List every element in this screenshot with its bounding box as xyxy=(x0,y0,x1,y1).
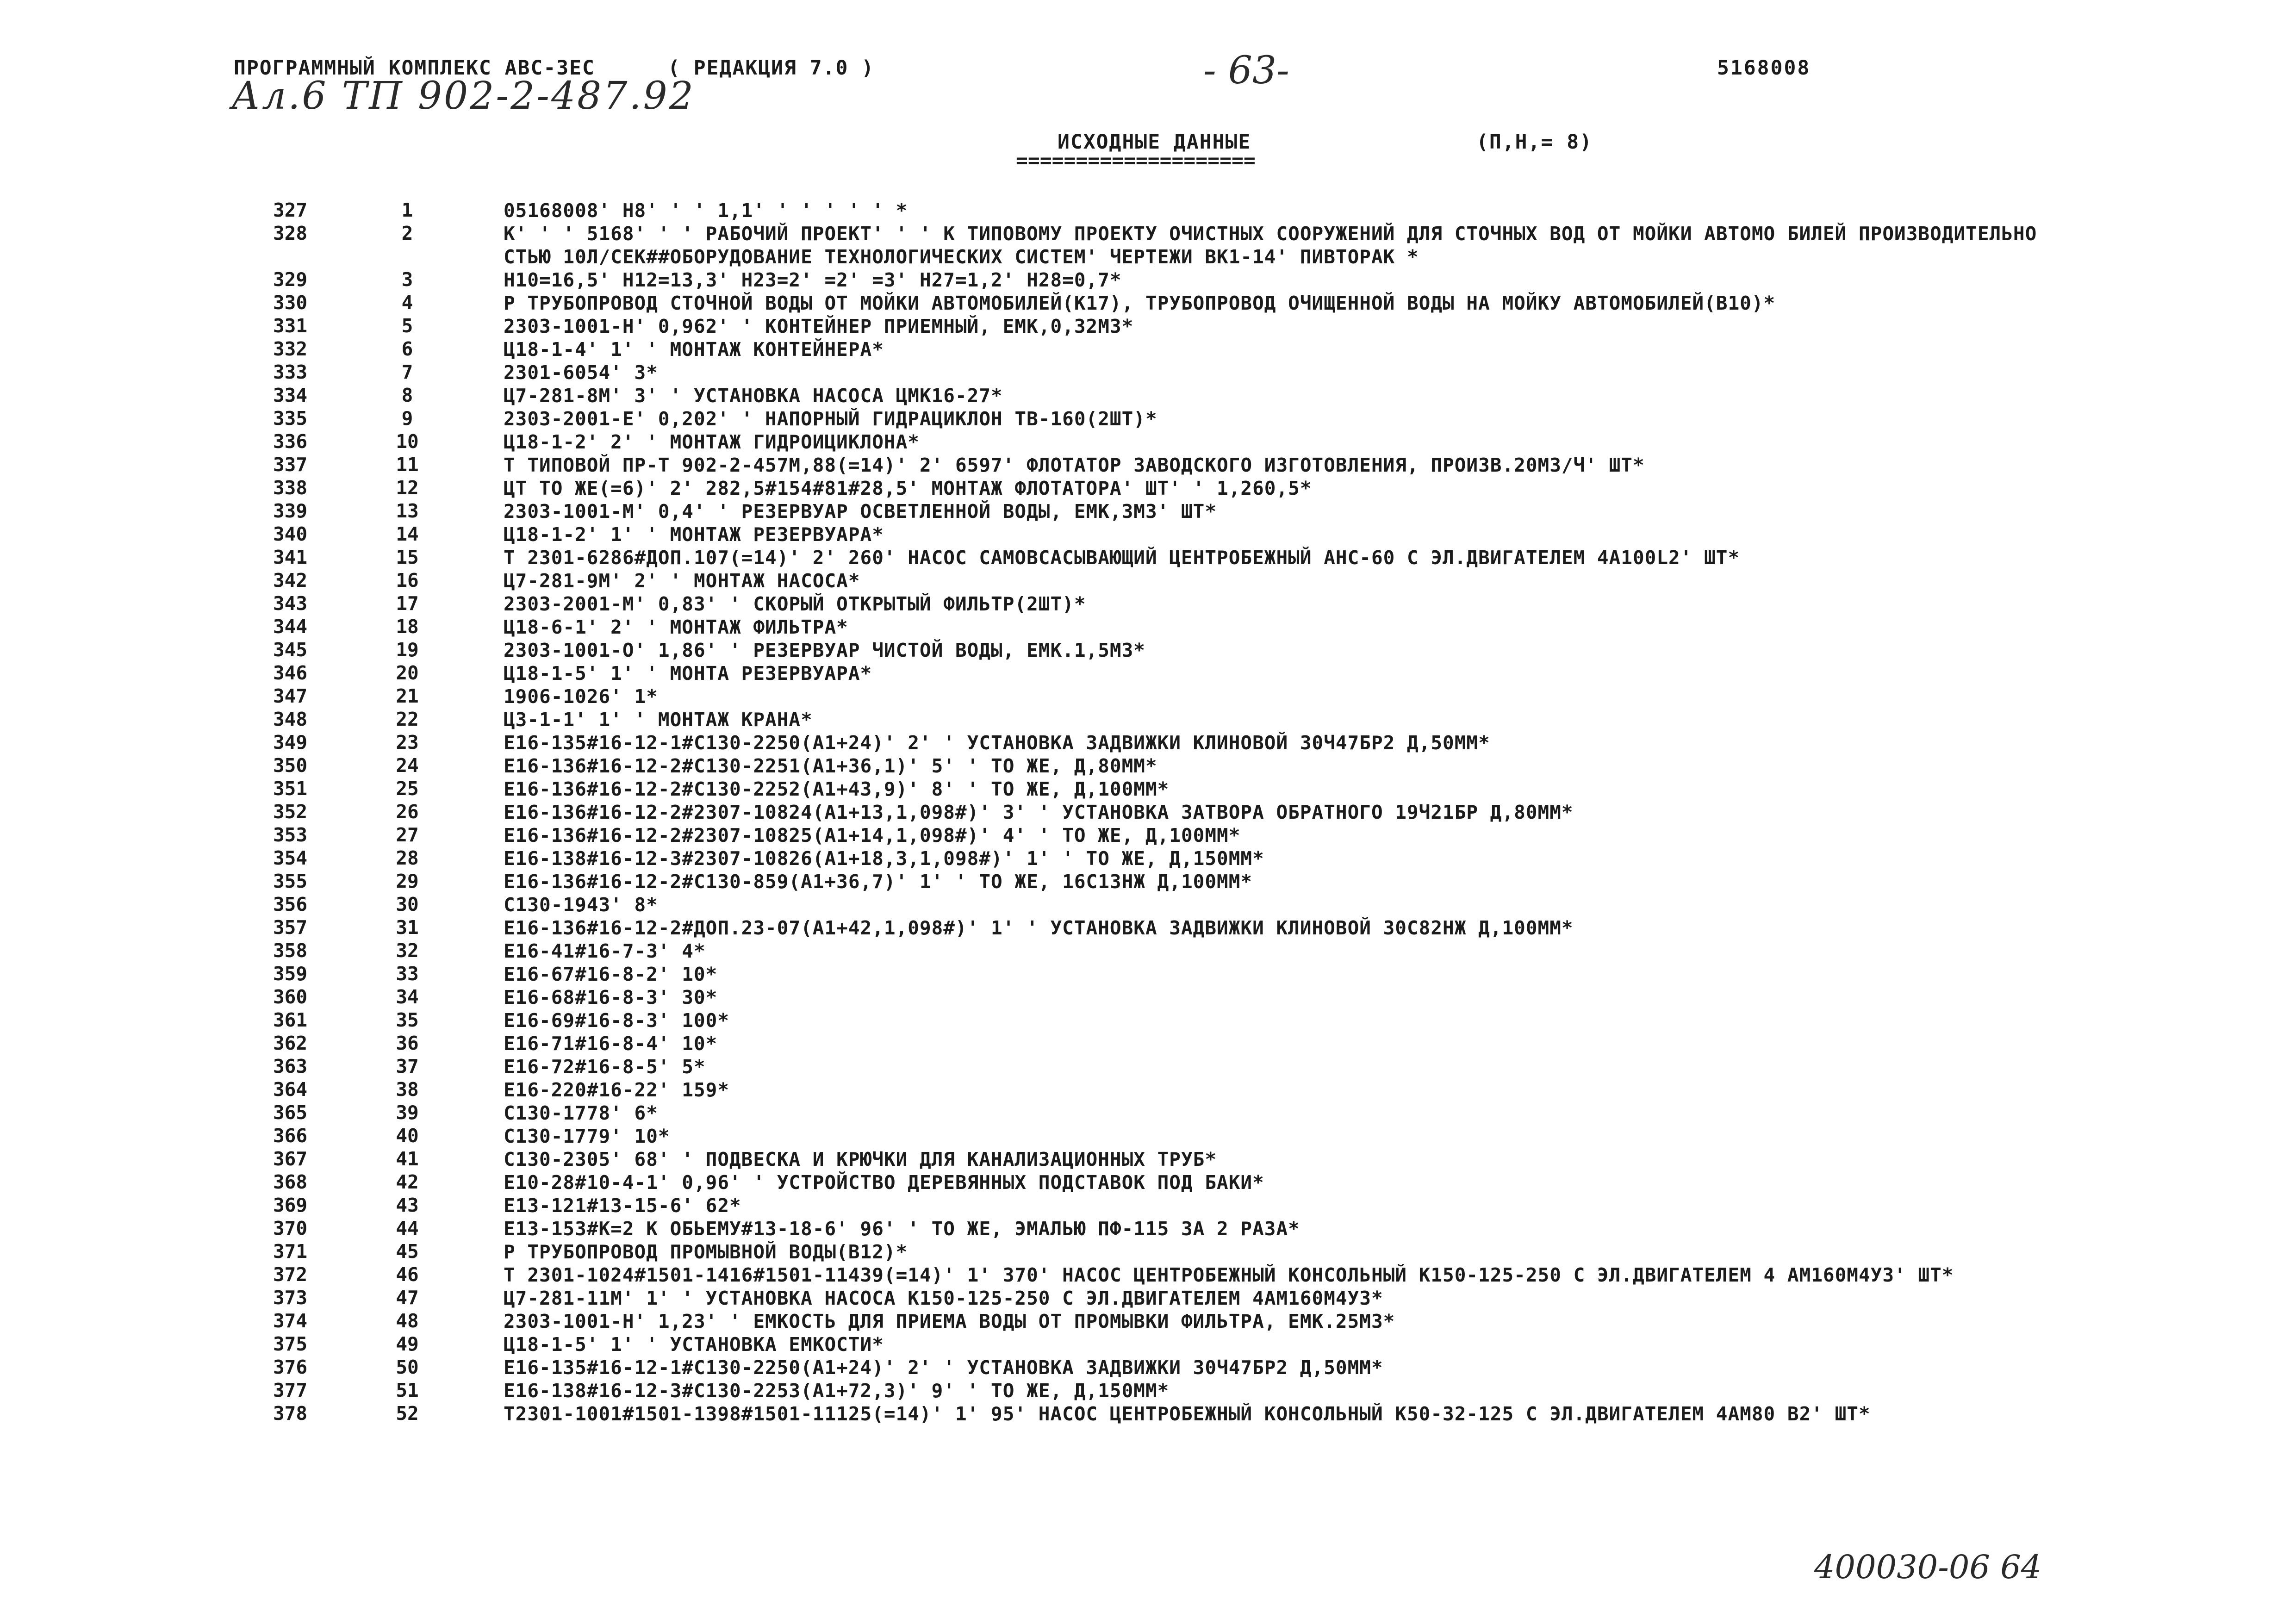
record-number: 13 xyxy=(396,500,419,522)
record-text: Р ТРУБОПРОВОД СТОЧНОЙ ВОДЫ ОТ МОЙКИ АВТОМОБИЛЕЙ(К17), ТРУБОПРОВОД ОЧИЩЕННОЙ ВОДЫ НА МОЙКУ АВТОМОБИЛЕЙ(В10)* xyxy=(504,292,1776,314)
record-text: Ц3-1-1' 1' ' МОНТАЖ КРАНА* xyxy=(504,709,813,731)
line-number: 339 xyxy=(273,500,308,522)
record-number: 22 xyxy=(396,708,419,730)
record-text: Е13-153#К=2 К ОБЬЕМУ#13-18-6' 96' ' ТО ЖЕ, ЭМАЛЬЮ ПФ-115 ЗА 2 РАЗА* xyxy=(504,1218,1300,1240)
list-item xyxy=(0,1356,2296,1379)
record-text: 2303-1001-Н' 1,23' ' ЕМКОСТЬ ДЛЯ ПРИЕМА ВОДЫ ОТ ПРОМЫВКИ ФИЛЬТРА, ЕМК.25М3* xyxy=(504,1310,1395,1332)
record-text: Ц7-281-11М' 1' ' УСТАНОВКА НАСОСА К150-125-250 С ЭЛ.ДВИГАТЕЛЕМ 4АМ160М4У3* xyxy=(504,1287,1383,1309)
list-item xyxy=(0,731,2296,754)
record-number: 40 xyxy=(396,1125,419,1147)
record-text: С130-1943' 8* xyxy=(504,894,658,916)
list-item xyxy=(0,430,2296,454)
list-item xyxy=(0,685,2296,708)
record-text: Т ТИПОВОЙ ПР-Т 902-2-457М,88(=14)' 2' 6597' ФЛОТАТОР ЗАВОДСКОГО ИЗГОТОВЛЕНИЯ, ПРОИЗВ.20М3/Ч' ШТ* xyxy=(504,454,1645,476)
line-number: 347 xyxy=(273,685,308,707)
section-title: ИСХОДНЫЕ ДАННЫЕ xyxy=(1058,131,1251,154)
record-number: 19 xyxy=(396,639,419,661)
line-number: 343 xyxy=(273,592,308,615)
line-number: 341 xyxy=(273,546,308,568)
record-text: Е16-69#16-8-3' 100* xyxy=(504,1009,729,1032)
line-number: 377 xyxy=(273,1379,308,1401)
line-number: 332 xyxy=(273,338,308,360)
list-item xyxy=(0,338,2296,361)
record-number: 45 xyxy=(396,1240,419,1263)
line-number: 327 xyxy=(273,199,308,221)
list-item xyxy=(0,662,2296,685)
list-item xyxy=(0,454,2296,477)
record-text: 2303-1001-М' 0,4' ' РЕЗЕРВУАР ОСВЕТЛЕННОЙ ВОДЫ, ЕМК,3М3' ШТ* xyxy=(504,500,1217,523)
list-item xyxy=(0,1171,2296,1194)
line-number: 353 xyxy=(273,824,308,846)
record-number: 50 xyxy=(396,1356,419,1378)
line-number: 331 xyxy=(273,315,308,337)
list-item xyxy=(0,870,2296,893)
line-number: 329 xyxy=(273,268,308,291)
list-item xyxy=(0,361,2296,384)
record-number: 29 xyxy=(396,870,419,892)
line-number: 338 xyxy=(273,477,308,499)
line-number: 361 xyxy=(273,1009,308,1031)
record-number: 52 xyxy=(396,1402,419,1425)
list-item xyxy=(0,986,2296,1009)
record-text: Ц18-1-5' 1' ' УСТАНОВКА ЕМКОСТИ* xyxy=(504,1333,884,1356)
list-item xyxy=(0,801,2296,824)
line-number: 358 xyxy=(273,940,308,962)
record-number: 21 xyxy=(396,685,419,707)
record-number: 44 xyxy=(396,1217,419,1239)
list-item xyxy=(0,1402,2296,1425)
list-item xyxy=(0,1287,2296,1310)
record-text: 2303-2001-М' 0,83' ' СКОРЫЙ ОТКРЫТЫЙ ФИЛЬТР(2ШТ)* xyxy=(504,593,1086,615)
record-number: 10 xyxy=(396,430,419,453)
line-number: 328 xyxy=(273,222,308,244)
record-number: 12 xyxy=(396,477,419,499)
list-item xyxy=(0,546,2296,569)
list-item xyxy=(0,1009,2296,1032)
list-item xyxy=(0,1217,2296,1240)
record-text: Е16-68#16-8-3' 30* xyxy=(504,986,718,1008)
line-number: 373 xyxy=(273,1287,308,1309)
record-text: К' ' ' 5168' ' ' РАБОЧИЙ ПРОЕКТ' ' ' К ТИПОВОМУ ПРОЕКТУ ОЧИСТНЫХ СООРУЖЕНИЙ ДЛЯ СТОЧНЫХ ВОД ОТ МОЙКИ АВТОМО БИЛЕЙ ПРОИЗВОДИТЕЛЬНОСТЬЮ 10Л/СЕК##ОБОРУДОВАНИЕ ТЕХНОЛОГИЧЕСКИХ СИСТЕМ' ЧЕРТЕЖИ ВК1-14' ПИВТОРАК * xyxy=(504,223,2037,268)
line-number: 370 xyxy=(273,1217,308,1239)
record-text: Е16-136#16-12-2#С130-2251(А1+36,1)' 5' ' ТО ЖЕ, Д,80ММ* xyxy=(504,755,1157,777)
record-number: 43 xyxy=(396,1194,419,1216)
record-text: ЦТ ТО ЖЕ(=6)' 2' 282,5#154#81#28,5' МОНТАЖ ФЛОТАТОРА' ШТ' ' 1,260,5* xyxy=(504,477,1312,499)
footer-note: 400030-06 64 xyxy=(1814,1548,2042,1586)
line-number: 362 xyxy=(273,1032,308,1054)
record-text: Е16-135#16-12-1#С130-2250(А1+24)' 2' ' УСТАНОВКА ЗАДВИЖКИ 30Ч47БР2 Д,50ММ* xyxy=(504,1356,1383,1379)
list-item xyxy=(0,477,2296,500)
record-number: 51 xyxy=(396,1379,419,1401)
record-number: 47 xyxy=(396,1287,419,1309)
line-number: 348 xyxy=(273,708,308,730)
record-text: 2303-1001-О' 1,86' ' РЕЗЕРВУАР ЧИСТОЙ ВОДЫ, ЕМК.1,5М3* xyxy=(504,639,1145,661)
list-item xyxy=(0,824,2296,847)
record-number: 34 xyxy=(396,986,419,1008)
record-number: 7 xyxy=(401,361,413,383)
line-number: 355 xyxy=(273,870,308,892)
list-item xyxy=(0,1148,2296,1171)
list-item xyxy=(0,1078,2296,1101)
list-item xyxy=(0,1310,2296,1333)
list-item xyxy=(0,199,2296,222)
record-text: Е13-121#13-15-6' 62* xyxy=(504,1195,741,1217)
record-number: 14 xyxy=(396,523,419,545)
header-edition: ( РЕДАКЦИЯ 7.0 ) xyxy=(668,56,875,80)
record-text: 1906-1026' 1* xyxy=(504,685,658,708)
list-item xyxy=(0,1101,2296,1125)
list-item xyxy=(0,1125,2296,1148)
record-text: Е16-138#16-12-3#С130-2253(А1+72,3)' 9' ' ТО ЖЕ, Д,150ММ* xyxy=(504,1380,1170,1402)
line-number: 356 xyxy=(273,893,308,915)
record-number: 27 xyxy=(396,824,419,846)
record-text: Е16-136#16-12-2#ДОП.23-07(А1+42,1,098#)' 1' ' УСТАНОВКА ЗАДВИЖКИ КЛИНОВОЙ 30С82НЖ Д,100ММ* xyxy=(504,917,1574,939)
line-number: 374 xyxy=(273,1310,308,1332)
line-number: 367 xyxy=(273,1148,308,1170)
record-number: 5 xyxy=(401,315,413,337)
list-item xyxy=(0,940,2296,963)
record-number: 35 xyxy=(396,1009,419,1031)
record-text: Ц7-281-9М' 2' ' МОНТАЖ НАСОСА* xyxy=(504,570,860,592)
list-item xyxy=(0,616,2296,639)
line-number: 340 xyxy=(273,523,308,545)
record-number: 39 xyxy=(396,1101,419,1124)
sheet-reference: Ал.6 ТП 902-2-487.92 xyxy=(231,74,695,118)
record-text: Е16-136#16-12-2#С130-859(А1+36,7)' 1' ' ТО ЖЕ, 16С13НЖ Д,100ММ* xyxy=(504,871,1253,893)
list-item xyxy=(0,1055,2296,1078)
line-number: 378 xyxy=(273,1402,308,1425)
list-item xyxy=(0,708,2296,731)
list-item xyxy=(0,523,2296,546)
line-number: 344 xyxy=(273,616,308,638)
line-number: 360 xyxy=(273,986,308,1008)
list-item xyxy=(0,1333,2296,1356)
record-number: 36 xyxy=(396,1032,419,1054)
record-number: 46 xyxy=(396,1263,419,1286)
record-number: 33 xyxy=(396,963,419,985)
title-underline: ==================== xyxy=(1016,149,1256,172)
record-number: 28 xyxy=(396,847,419,869)
line-number: 368 xyxy=(273,1171,308,1193)
line-number: 336 xyxy=(273,430,308,453)
record-number: 18 xyxy=(396,616,419,638)
record-text: Е10-28#10-4-1' 0,96' ' УСТРОЙСТВО ДЕРЕВЯННЫХ ПОДСТАВОК ПОД БАКИ* xyxy=(504,1171,1264,1194)
line-number: 349 xyxy=(273,731,308,753)
line-number: 371 xyxy=(273,1240,308,1263)
record-text: Ц18-6-1' 2' ' МОНТАЖ ФИЛЬТРА* xyxy=(504,616,848,638)
header-program: ПРОГРАММНЫЙ КОМПЛЕКС АВС-3ЕС xyxy=(234,56,595,80)
record-number: 6 xyxy=(401,338,413,360)
record-text: Н10=16,5' Н12=13,3' Н23=2' =2' =3' Н27=1,2' Н28=0,7* xyxy=(504,269,1122,291)
record-text: Ц18-1-4' 1' ' МОНТАЖ КОНТЕЙНЕРА* xyxy=(504,338,884,361)
line-number: 351 xyxy=(273,778,308,800)
record-number: 9 xyxy=(401,407,413,429)
list-item xyxy=(0,384,2296,407)
record-text: Т 2301-1024#1501-1416#1501-11439(=14)' 1' 370' НАСОС ЦЕНТРОБЕЖНЫЙ КОНСОЛЬНЫЙ К150-125-250 С ЭЛ.ДВИГАТЕЛЕМ 4 АМ160М4У3' ШТ* xyxy=(504,1264,1954,1286)
list-item xyxy=(0,1240,2296,1263)
record-number: 15 xyxy=(396,546,419,568)
record-text: Е16-136#16-12-2#2307-10825(А1+14,1,098#)' 4' ' ТО ЖЕ, Д,100ММ* xyxy=(504,824,1241,846)
record-number: 3 xyxy=(401,268,413,291)
line-number: 335 xyxy=(273,407,308,429)
record-text: 2303-2001-Е' 0,202' ' НАПОРНЫЙ ГИДРАЦИКЛОН ТВ-160(2ШТ)* xyxy=(504,408,1157,430)
record-text: Р ТРУБОПРОВОД ПРОМЫВНОЙ ВОДЫ(В12)* xyxy=(504,1241,908,1263)
line-number: 333 xyxy=(273,361,308,383)
line-number: 359 xyxy=(273,963,308,985)
record-number: 31 xyxy=(396,916,419,939)
line-number: 364 xyxy=(273,1078,308,1101)
record-number: 4 xyxy=(401,292,413,314)
section-params: (П,Н,= 8) xyxy=(1476,131,1593,154)
record-text: Е16-135#16-12-1#С130-2250(А1+24)' 2' ' УСТАНОВКА ЗАДВИЖКИ КЛИНОВОЙ 30Ч47БР2 Д,50ММ* xyxy=(504,732,1490,754)
list-item xyxy=(0,963,2296,986)
record-number: 26 xyxy=(396,801,419,823)
line-number: 354 xyxy=(273,847,308,869)
list-item xyxy=(0,916,2296,940)
record-text: Ц18-1-5' 1' ' МОНТА РЕЗЕРВУАРА* xyxy=(504,662,872,684)
line-number: 330 xyxy=(273,292,308,314)
record-number: 17 xyxy=(396,592,419,615)
record-number: 37 xyxy=(396,1055,419,1077)
list-item xyxy=(0,639,2296,662)
line-number: 366 xyxy=(273,1125,308,1147)
line-number: 350 xyxy=(273,754,308,777)
line-number: 342 xyxy=(273,569,308,591)
record-number: 48 xyxy=(396,1310,419,1332)
page-number: - 63- xyxy=(1203,49,1289,93)
list-item xyxy=(0,292,2296,315)
list-item xyxy=(0,847,2296,870)
record-text: Е16-71#16-8-4' 10* xyxy=(504,1033,718,1055)
record-text: С130-1778' 6* xyxy=(504,1102,658,1124)
record-text: Е16-138#16-12-3#2307-10826(А1+18,3,1,098#)' 1' ' ТО ЖЕ, Д,150ММ* xyxy=(504,847,1264,870)
list-item xyxy=(0,592,2296,616)
list-item xyxy=(0,1263,2296,1287)
record-number: 8 xyxy=(401,384,413,406)
record-number: 20 xyxy=(396,662,419,684)
record-number: 16 xyxy=(396,569,419,591)
record-number: 49 xyxy=(396,1333,419,1355)
list-item xyxy=(0,222,2296,268)
list-item xyxy=(0,1194,2296,1217)
list-item xyxy=(0,778,2296,801)
record-text: С130-2305' 68' ' ПОДВЕСКА И КРЮЧКИ ДЛЯ КАНАЛИЗАЦИОННЫХ ТРУБ* xyxy=(504,1148,1217,1170)
line-number: 363 xyxy=(273,1055,308,1077)
line-number: 365 xyxy=(273,1101,308,1124)
record-number: 11 xyxy=(396,454,419,476)
list-item xyxy=(0,268,2296,292)
line-number: 357 xyxy=(273,916,308,939)
record-text: Т2301-1001#1501-1398#1501-11125(=14)' 1' 95' НАСОС ЦЕНТРОБЕЖНЫЙ КОНСОЛЬНЫЙ К50-32-125 С ЭЛ.ДВИГАТЕЛЕМ 4АМ80 В2' ШТ* xyxy=(504,1403,1871,1425)
record-number: 25 xyxy=(396,778,419,800)
line-number: 352 xyxy=(273,801,308,823)
document-code: 5168008 xyxy=(1717,56,1811,80)
record-number: 24 xyxy=(396,754,419,777)
list-item xyxy=(0,500,2296,523)
list-item xyxy=(0,754,2296,778)
line-number: 369 xyxy=(273,1194,308,1216)
line-number: 376 xyxy=(273,1356,308,1378)
line-number: 337 xyxy=(273,454,308,476)
line-number: 345 xyxy=(273,639,308,661)
record-text: Е16-220#16-22' 159* xyxy=(504,1079,729,1101)
record-number: 41 xyxy=(396,1148,419,1170)
record-text: Ц18-1-2' 1' ' МОНТАЖ РЕЗЕРВУАРА* xyxy=(504,523,884,546)
line-number: 346 xyxy=(273,662,308,684)
record-number: 1 xyxy=(401,199,413,221)
data-listing xyxy=(0,199,2296,1425)
record-number: 30 xyxy=(396,893,419,915)
list-item xyxy=(0,407,2296,430)
record-text: Е16-41#16-7-3' 4* xyxy=(504,940,706,962)
record-text: С130-1779' 10* xyxy=(504,1125,670,1147)
record-text: Ц7-281-8М' 3' ' УСТАНОВКА НАСОСА ЦМК16-27* xyxy=(504,385,1003,407)
record-text: 05168008' Н8' ' ' 1,1' ' ' ' ' ' * xyxy=(504,199,908,222)
record-text: 2303-1001-Н' 0,962' ' КОНТЕЙНЕР ПРИЕМНЫЙ, ЕМК,0,32М3* xyxy=(504,315,1134,337)
record-text: Е16-136#16-12-2#2307-10824(А1+13,1,098#)' 3' ' УСТАНОВКА ЗАТВОРА ОБРАТНОГО 19Ч21БР Д,80ММ* xyxy=(504,801,1574,823)
record-number: 2 xyxy=(401,222,413,244)
record-text: Е16-136#16-12-2#С130-2252(А1+43,9)' 8' ' ТО ЖЕ, Д,100ММ* xyxy=(504,778,1170,800)
record-text: Ц18-1-2' 2' ' МОНТАЖ ГИДРОИЦИКЛОНА* xyxy=(504,431,920,453)
list-item xyxy=(0,893,2296,916)
record-text: 2301-6054' 3* xyxy=(504,361,658,384)
record-text: Е16-67#16-8-2' 10* xyxy=(504,963,718,985)
record-number: 38 xyxy=(396,1078,419,1101)
record-text: Е16-72#16-8-5' 5* xyxy=(504,1056,706,1078)
list-item xyxy=(0,1032,2296,1055)
list-item xyxy=(0,1379,2296,1402)
line-number: 372 xyxy=(273,1263,308,1286)
list-item xyxy=(0,569,2296,592)
record-text: Т 2301-6286#ДОП.107(=14)' 2' 260' НАСОС САМОВСАСЫВАЮЩИЙ ЦЕНТРОБЕЖНЫЙ АНС-60 С ЭЛ.ДВИГАТЕЛЕМ 4А100L2' ШТ* xyxy=(504,547,1740,569)
line-number: 334 xyxy=(273,384,308,406)
record-number: 23 xyxy=(396,731,419,753)
line-number: 375 xyxy=(273,1333,308,1355)
record-number: 42 xyxy=(396,1171,419,1193)
record-number: 32 xyxy=(396,940,419,962)
list-item xyxy=(0,315,2296,338)
